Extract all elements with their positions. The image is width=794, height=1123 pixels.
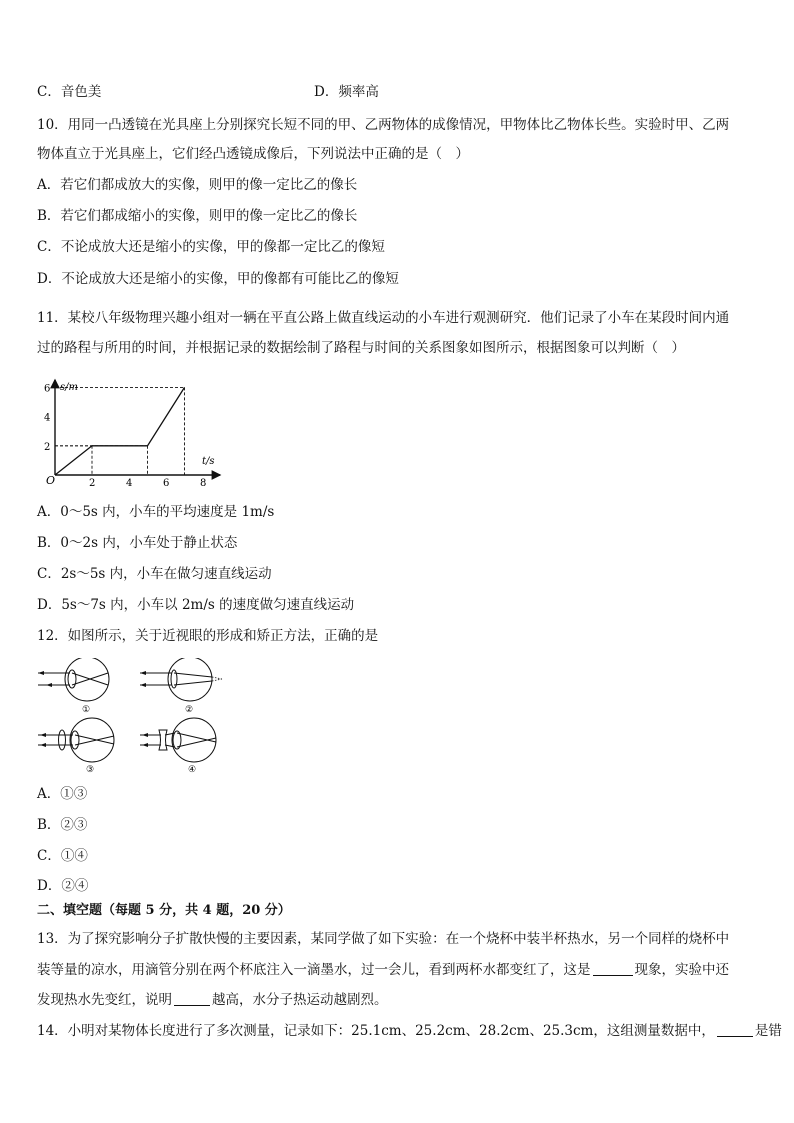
origin-label: O: [46, 474, 56, 487]
q11-stem-line1: 11．某校八年级物理兴趣小组对一辆在平直公路上做直线运动的小车进行观测研究．他们记录了小车在某段时间内通: [37, 310, 730, 326]
q13-line3-text-b: 越高，水分子热运动越剧烈。: [212, 992, 388, 1008]
s-t-graph: [30, 376, 230, 488]
q13-line2-text-b: 现象，实验中还: [634, 962, 729, 978]
q12-option-b: B．②③: [37, 817, 88, 833]
x-tick-label-3: 8: [200, 478, 207, 488]
q11-option-b: B．0～2s 内，小车处于静止状态: [37, 535, 238, 551]
eye-diagram-3: [38, 718, 114, 775]
q12-option-c: C．①④: [37, 848, 88, 864]
q12-option-a: A．①③: [37, 786, 88, 802]
q11-option-d: D．5s～7s 内，小车以 2m/s 的速度做匀速直线运动: [37, 597, 355, 613]
series-line: [55, 387, 185, 475]
q10-option-c: C．不论成放大还是缩小的实像，甲的像都一定比乙的像短: [37, 239, 385, 255]
q11-option-a: A．0～5s 内，小车的平均速度是 1m/s: [37, 504, 275, 520]
y-tick-label-1: 4: [44, 412, 51, 424]
q10-option-d: D．不论成放大还是缩小的实像，甲的像都有可能比乙的像短: [37, 271, 399, 287]
x-tick-label-0: 2: [89, 478, 96, 488]
eye-label-4: ④: [188, 765, 197, 775]
q13-blank-1[interactable]: [593, 961, 633, 976]
q11-option-c: C．2s～5s 内，小车在做匀速直线运动: [37, 566, 272, 582]
q14-line1: [37, 1022, 782, 1040]
x-axis-label: t/s: [202, 456, 215, 467]
q13-blank-2[interactable]: [174, 991, 210, 1006]
q10-stem-line1: 10．用同一凸透镜在光具座上分别探究长短不同的甲、乙两物体的成像情况，甲物体比乙物体长些。实验时甲、乙两: [37, 117, 730, 133]
x-tick-label-2: 6: [163, 478, 170, 488]
q13-line2: [37, 961, 729, 979]
x-tick-label-1: 4: [126, 478, 133, 488]
q9-option-c: [37, 83, 379, 101]
q12-option-d: D．②④: [37, 878, 89, 894]
q14-blank-1[interactable]: [717, 1022, 753, 1037]
q10-stem-line2: 物体直立于光具座上，它们经凸透镜成像后，下列说法中正确的是（ ）: [37, 146, 469, 162]
q13-line3: [37, 991, 388, 1009]
q13-line1: 13．为了探究影响分子扩散快慢的主要因素，某同学做了如下实验：在一个烧杯中装半杯热水，另一个同样的烧杯中: [37, 931, 730, 947]
eye-label-3: ③: [86, 765, 95, 775]
q13-line3-text-a: 发现热水先变红，说明: [37, 992, 172, 1008]
q10-option-a: A．若它们都成放大的实像，则甲的像一定比乙的像长: [37, 177, 358, 193]
q13-line2-text-a: 装等量的凉水，用滴管分别在两个杯底注入一滴墨水，过一会儿，看到两杯水都变红了，这是: [37, 962, 591, 978]
y-tick-label-0: 2: [44, 441, 51, 453]
eye-diagram-2: [140, 658, 222, 715]
section-2-title: 二、填空题（每题 5 分，共 4 题，20 分）: [37, 903, 291, 918]
y-axis-label: s/m: [60, 382, 78, 393]
q11-stem-line2: 过的路程与所用的时间，并根据记录的数据绘制了路程与时间的关系图象如图所示，根据图象可以判断（ ）: [37, 340, 685, 356]
eye-diagram-1: [38, 658, 109, 715]
eye-diagram-4: [140, 718, 216, 775]
q9-option-d-text: D．频率高: [314, 84, 379, 100]
q14-line1-text-a: 14．小明对某物体长度进行了多次测量，记录如下：25.1cm、25.2cm、28.2cm、25.3cm，这组测量数据中，: [37, 1023, 715, 1039]
q14-line1-text-b: 是错: [754, 1023, 782, 1039]
eye-label-1: ①: [82, 705, 91, 715]
q10-option-b: B．若它们都成缩小的实像，则甲的像一定比乙的像长: [37, 208, 358, 224]
eye-label-2: ②: [185, 705, 194, 715]
eye-diagrams: [34, 658, 234, 778]
y-tick-label-2: 6: [44, 383, 51, 395]
q9-option-c-text: C．音色美: [37, 84, 102, 100]
q12-stem: 12．如图所示，关于近视眼的形成和矫正方法，正确的是: [37, 628, 379, 644]
